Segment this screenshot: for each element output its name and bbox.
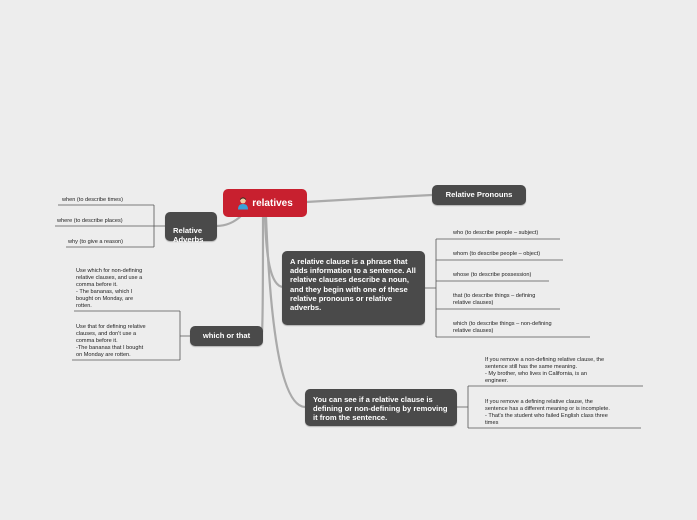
root-node[interactable] [223,189,307,217]
which-usage-note[interactable]: Use which for non-defining relative clauses, and use a comma before it. - The bananas, which I bought on Monday, are rotten. [76,268,143,309]
relative-clause-definition-node[interactable] [282,251,425,325]
connector-pronouns [306,195,432,202]
pronoun-item-which[interactable]: which (to describe things – non-defining relative clauses) [453,321,552,334]
non-defining-removal-note[interactable]: If you remove a non-defining relative clause, the sentence still has the same meaning. - My brother, who lives in California, is an engineer. [485,357,605,384]
relative-adverbs-node[interactable] [165,212,217,245]
pronoun-item-that[interactable]: that (to describe things – defining relative clauses) [453,293,536,306]
defining-test-label: You can see if a relative clause is defining or non-defining by removing it from the sentence. [313,395,448,423]
definition-label: A relative clause is a phrase that adds information to a sentence. All relative clauses describe a noun, and they begin with one of these relative pronouns or relative adverbs. [290,257,416,313]
which-or-that-label: which or that [202,331,251,341]
connector-which-that [262,216,263,332]
adverb-item-when[interactable]: when (to describe times) [62,197,123,203]
defining-removal-note[interactable]: If you remove a defining relative clause, the sentence has a different meaning or is incomplete. - That's the student who failed English class three times [485,399,610,426]
person-icon [237,197,249,210]
which-or-that-node[interactable] [190,326,263,346]
defining-test-node[interactable] [305,389,457,426]
pronoun-item-whom[interactable]: whom (to describe people – object) [453,251,541,257]
relative-pronouns-label: Relative Pronouns [445,190,513,200]
pronoun-item-who[interactable]: who (to describe people – subject) [453,230,539,236]
adverb-item-why[interactable]: why (to give a reason) [68,239,124,245]
adverb-item-where[interactable]: where (to describe places) [57,218,123,224]
relative-pronouns-node[interactable] [432,185,526,205]
that-usage-note[interactable]: Use that for defining relative clauses, and don't use a comma before it. -The bananas that I bought on Monday are rotten. [76,324,146,358]
root-label: relatives [252,197,293,209]
relative-adverbs-label: Relative Adverbs [173,226,204,245]
pronoun-item-whose[interactable]: whose (to describe possession) [453,272,532,278]
